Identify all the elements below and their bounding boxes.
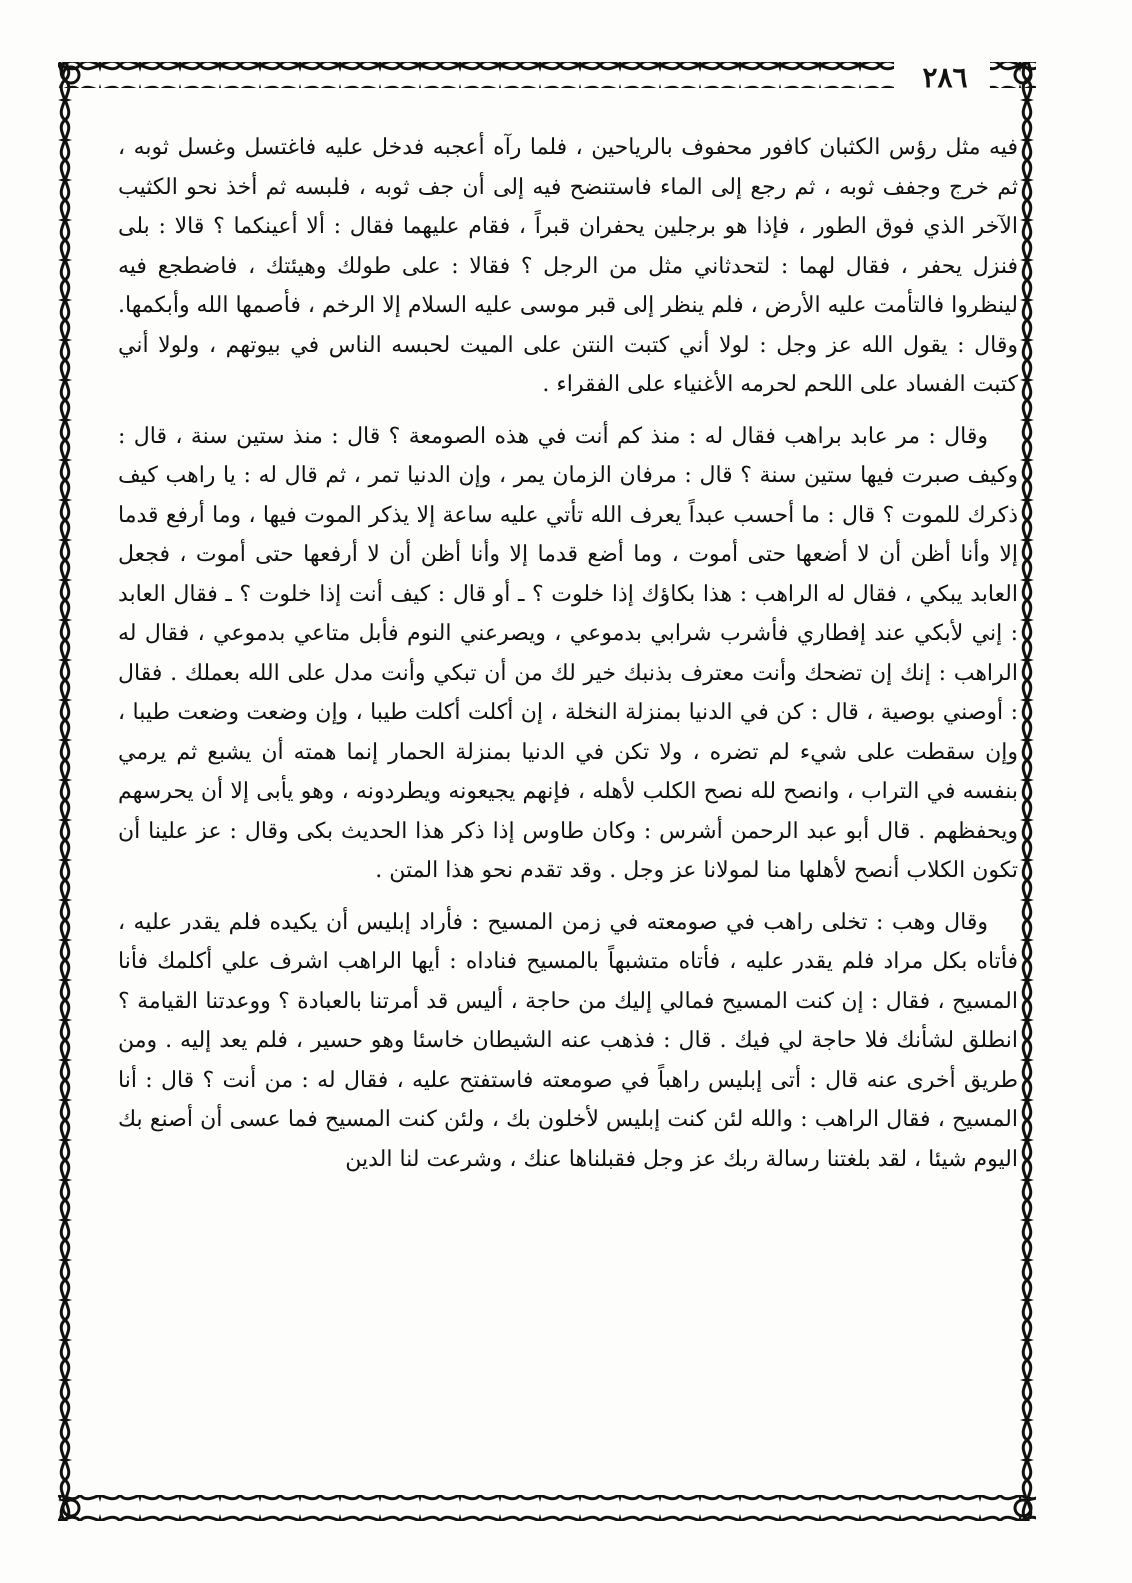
body-text	[118, 128, 1018, 1478]
paragraph-3: وقال وهب : تخلى راهب في صومعته في زمن المسيح : فأراد إبليس أن يكيده فلم يقدر عليه ، فأتاه بكل مراد فلم يقدر عليه ، فأتاه متشبهاً بالمسيح فناداه : أيها الراهب اشرف علي أكلمك فأنا المسيح ، فقال : إن كنت المسيح فمالي إليك من حاجة ، أليس قد أمرتنا بالعبادة ؟ ووعدتنا القيامة ؟ انطلق لشأنك فلا حاجة لي فيك . قال : فذهب عنه الشيطان خاسئا وهو حسير ، فلم يعد إليه . ومن طريق أخرى عنه قال : أتى إبليس راهباً في صومعته فاستفتح عليه ، فقال له : من أنت ؟ قال : أنا المسيح ، فقال الراهب : والله لئن كنت إبليس لأخلون بك ، ولئن كنت المسيح فما عسى أن أصنع بك اليوم شيئا ، لقد بلغتنا رسالة ربك عز وجل فقبلناها عنك ، وشرعت لنا الدين	[118, 903, 1018, 1180]
paragraph-1: فيه مثل رؤس الكثبان كافور محفوف بالرياحين ، فلما رآه أعجبه فدخل عليه فاغتسل وغسل ثوبه ، ثم خرج وجفف ثوبه ، ثم رجع إلى الماء فاستنضح فيه إلى أن جف ثوبه ، فلبسه ثم أخذ نحو الكثيب الآخر الذي فوق الطور ، فإذا هو برجلين يحفران قبراً ، فقام عليهما فقال : ألا أعينكما ؟ قالا : بلى فنزل يحفر ، فقال لهما : لتحدثاني مثل من الرجل ؟ فقالا : على طولك وهيئتك ، فاضطجع فيه لينظروا فالتأمت عليه الأرض ، فلم ينظر إلى قبر موسى عليه السلام إلا الرخم ، فأصمها الله وأبكمها. وقال : يقول الله عز وجل : لولا أني كتبت النتن على الميت لحبسه الناس في بيوتهم ، ولولا أني كتبت الفساد على اللحم لحرمه الأغنياء على الفقراء .	[118, 135, 1018, 397]
page-number: ٢٨٦	[922, 61, 968, 94]
paragraph-2: وقال : مر عابد براهب فقال له : منذ كم أنت في هذه الصومعة ؟ قال : منذ ستين سنة ، قال : وكيف صبرت فيها ستين سنة ؟ قال : مرفان الزمان يمر ، وإن الدنيا تمر ، ثم قال له : يا راهب كيف ذكرك للموت ؟ قال : ما أحسب عبداً يعرف الله تأتي عليه ساعة إلا يذكر الموت فيها ، وما أرفع قدما إلا وأنا أظن أن لا أضعها حتى أموت ، وما أضع قدما إلا وأنا أظن أن لا أرفعها حتى أموت ، فجعل العابد يبكي ، فقال له الراهب : هذا بكاؤك إذا خلوت ؟ ـ أو قال : كيف أنت إذا خلوت ؟ ـ فقال العابد : إني لأبكي عند إفطاري فأشرب شرابي بدموعي ، ويصرعني النوم فأبل متاعي بدموعي ، فقال له الراهب : إنك إن تضحك وأنت معترف بذنبك خير لك من أن تبكي وأنت مدل على الله بعملك . فقال : أوصني بوصية ، قال : كن في الدنيا بمنزلة النخلة ، إن أكلت أكلت طيبا ، وإن وضعت وضعت طيبا ، وإن سقطت على شيء لم تضره ، ولا تكن في الدنيا بمنزلة الحمار إنما همته أن يشبع ثم يرمي بنفسه في التراب ، وانصح لله نصح الكلب لأهله ، فإنهم يجيعونه ويطردونه ، وهو يأبى إلا أن يحرسهم ويحفظهم . قال أبو عبد الرحمن أشرس : وكان طاوس إذا ذكر هذا الحديث بكى وقال : عز علينا أن تكون الكلاب أنصح لأهلها منا لمولانا عز وجل . وقد تقدم نحو هذا المتن .	[118, 423, 1018, 883]
